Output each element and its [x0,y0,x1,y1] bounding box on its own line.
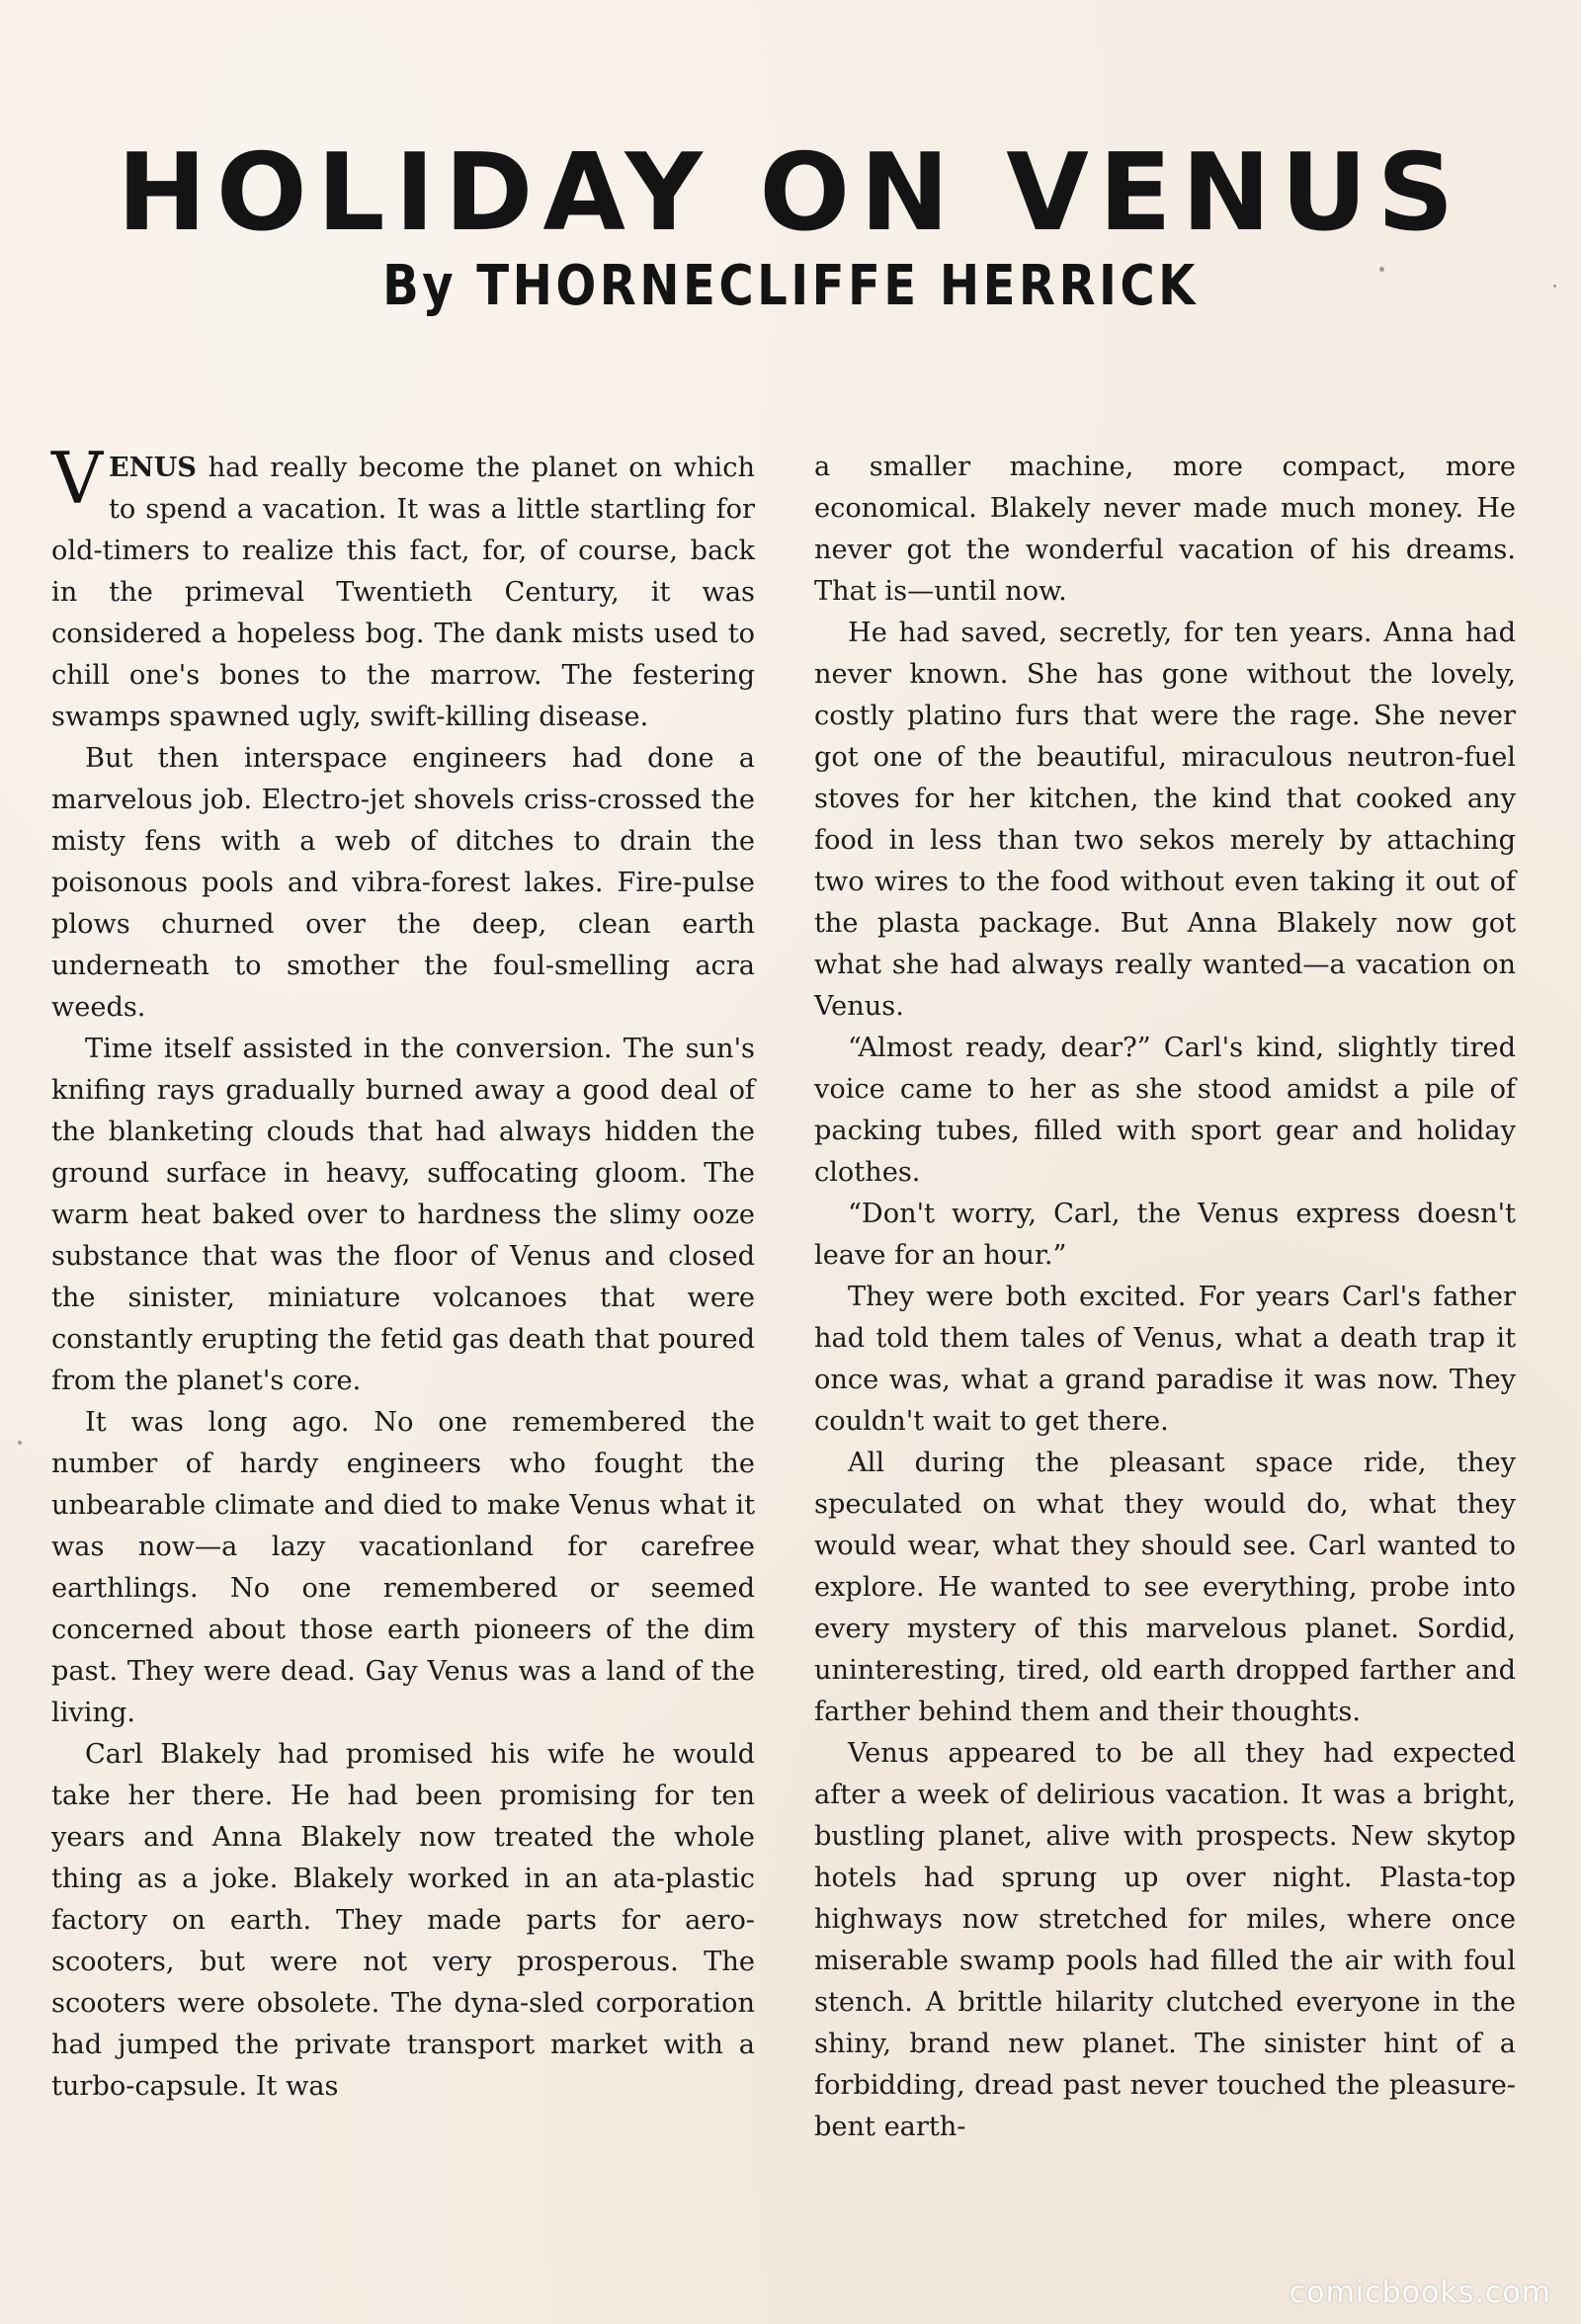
right-column [814,447,1516,2148]
paragraph: All during the pleasant space ride, they speculated on what they would do, what they would wear, what they should see. Carl wanted to explore. He wanted to see everything, probe into every mystery of this marvelous planet. Sordid, uninteresting, tired, old earth dropped farther and farther behind them and their thoughts. [814,1448,1516,1727]
opening-paragraph [51,437,755,738]
paragraph: Carl Blakely had promised his wife he would take her there. He had been promising for ten years and Anna Blakely now treated the whole thing as a joke. Blakely worked in an ata-plastic factory on earth. They made parts for aero-scooters, but were not very prosperous. The scooters were obsolete. The dyna-sled corporation had jumped the private transport market with a turbo-capsule. It was [51,1739,755,2102]
paper-speck [18,1441,22,1445]
opening-paragraph-text: had really become the planet on which to spend a vacation. It was a little startling for old-timers to realize this fact, for, of course, back in the primeval Twentieth Century, it was considered a hopeless bog. The dank mists used to chill one's bones to the marrow. The festering swamps spawned ugly, swift-killing disease. [51,453,755,732]
left-column [51,437,755,2108]
continued-paragraph: a smaller machine, more compact, more economical. Blakely never made much money. He never got the wonderful vacation of his dreams. That is—until now. [814,452,1516,607]
story-title: HOLIDAY ON VENUS [117,131,1464,256]
paragraph: They were both excited. For years Carl's father had told them tales of Venus, what a death trap it once was, what a grand paradise it was now. They couldn't wait to get there. [814,1282,1516,1437]
byline [111,254,1470,318]
paragraph: But then interspace engineers had done a marvelous job. Electro-jet shovels criss-crossed the misty fens with a web of ditches to drain the poisonous pools and vibra-forest lakes. Fire-pulse plows churned over the deep, clean earth underneath to smother the foul-smelling acra weeds. [51,743,755,1023]
paragraph: “Almost ready, dear?” Carl's kind, slightly tired voice came to her as she stood amidst a pile of packing tubes, filled with sport gear and holiday clothes. [814,1033,1516,1188]
paragraph: He had saved, secretly, for ten years. Anna had never known. She has gone without the lovely, costly platino furs that were the rage. She never got one of the beautiful, miraculous neutron-fuel stoves for her kitchen, the kind that cooked any food in less than two sekos merely by attaching two wires to the food without even taking it out of the plasta package. But Anna Blakely now got what she had always really wanted—a vacation on Venus. [814,618,1516,1022]
watermark: comicbooks.com [1289,2276,1551,2310]
paragraph: Time itself assisted in the conversion. The sun's knifing rays gradually burned away a good deal of the blanketing clouds that had always hidden the ground surface in heavy, suffocating gloom. The warm heat baked over to hardness the slimy ooze substance that was the floor of Venus and closed the sinister, miniature volcanoes that were constantly erupting the fetid gas death that poured from the planet's core. [51,1034,755,1396]
paper-speck [1379,267,1384,272]
byline-prefix: By [382,254,458,318]
paragraph: “Don't worry, Carl, the Venus express doesn't leave for an hour.” [814,1199,1516,1271]
paper-speck [1553,285,1556,288]
paragraph: Venus appeared to be all they had expected after a week of delirious vacation. It was a bright, bustling planet, alive with prospects. New skytop hotels had sprung up over night. Plasta-top highways now stretched for miles, where once miserable swamp pools had filled the air with foul stench. A brittle hilarity clutched everyone in the shiny, brand new planet. The sinister hint of a forbidding, dread past never touched the pleasure-bent earth- [814,1738,1516,2142]
paragraph: It was long ago. No one remembered the number of hardy engineers who fought the unbearable climate and died to make Venus what it was now—a lazy vacationland for carefree earthlings. No one remembered or seemed concerned about those earth pioneers of the dim past. They were dead. Gay Venus was a land of the living. [51,1407,755,1728]
drop-cap: V [51,437,103,520]
byline-author: THORNECLIFFE HERRICK [476,254,1199,318]
lead-word: ENUS [109,452,197,483]
